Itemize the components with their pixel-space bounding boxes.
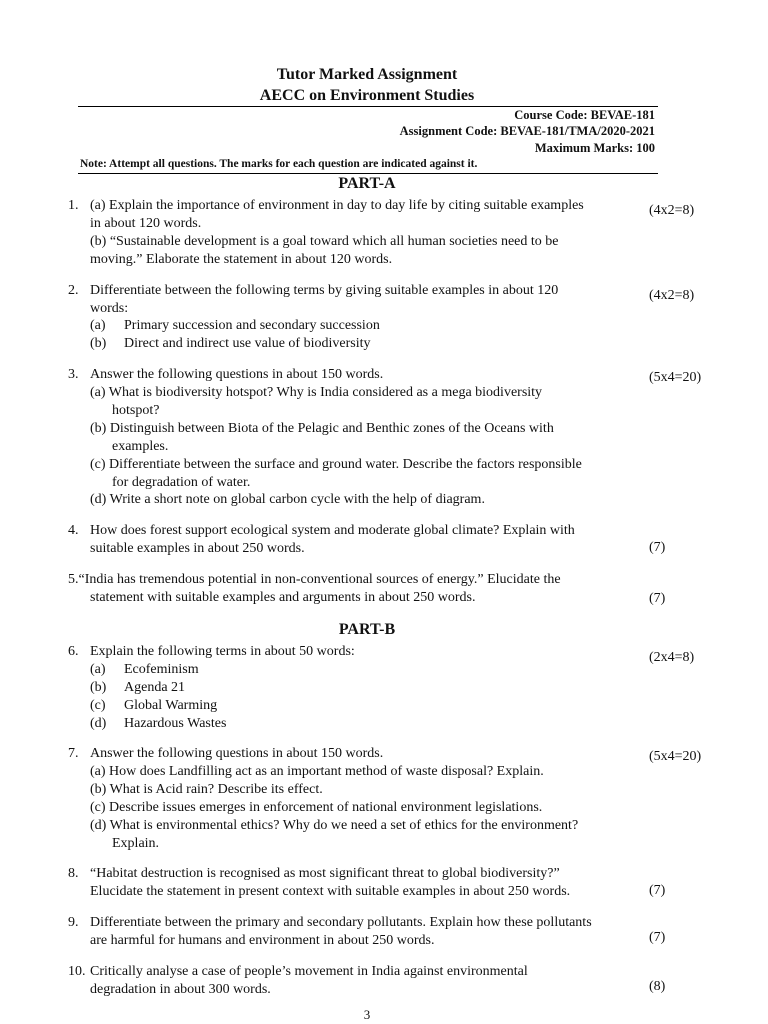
question-number: 1. — [68, 198, 79, 213]
question-line: (a) What is biodiversity hotspot? Why is India considered as a mega biodiversity — [90, 385, 543, 400]
course-code: Course Code: BEVAE-181 — [514, 108, 655, 122]
question-number: 10. — [68, 964, 86, 979]
question-marks: (7) — [649, 540, 666, 555]
sub-item-text: Primary succession and secondary succession — [124, 318, 380, 333]
question-line: (b) Distinguish between Biota of the Pelagic and Benthic zones of the Oceans with — [90, 421, 554, 436]
sub-item-text: Hazardous Wastes — [124, 716, 227, 731]
question-line: (c) Differentiate between the surface and ground water. Describe the factors responsible — [90, 457, 582, 472]
question-line: Differentiate between the following terms by giving suitable examples in about 120 — [90, 283, 559, 298]
question-line: Explain. — [112, 836, 160, 851]
sub-item-label: (c) — [90, 698, 106, 713]
question-line: Answer the following questions in about 150 words. — [90, 746, 384, 761]
assignment-code: Assignment Code: BEVAE-181/TMA/2020-2021 — [399, 124, 655, 138]
question-marks: (2x4=8) — [649, 650, 695, 665]
sub-item-text: Global Warming — [124, 698, 218, 713]
question-marks: (5x4=20) — [649, 370, 702, 385]
sub-item-text: Direct and indirect use value of biodiversity — [124, 336, 371, 351]
question-marks: (4x2=8) — [649, 288, 695, 303]
question-line: for degradation of water. — [112, 475, 251, 490]
note-rule — [78, 173, 658, 174]
instructions-note: Note: Attempt all questions. The marks for each question are indicated against it. — [80, 158, 478, 170]
question-number: 7. — [68, 746, 79, 761]
question-marks: (7) — [649, 930, 666, 945]
document-subtitle: AECC on Environment Studies — [259, 87, 475, 104]
question-number: 9. — [68, 915, 79, 930]
question-line: in about 120 words. — [90, 216, 202, 231]
sub-item-text: Agenda 21 — [124, 680, 186, 695]
question-number: 3. — [68, 367, 79, 382]
question-line: are harmful for humans and environment in about 250 words. — [90, 933, 435, 948]
question-line: (a) How does Landfilling act as an important method of waste disposal? Explain. — [90, 764, 544, 779]
question-marks: (8) — [649, 979, 666, 994]
question-line: How does forest support ecological system and moderate global climate? Explain with — [90, 523, 575, 538]
question-line: (d) What is environmental ethics? Why do we need a set of ethics for the environment? — [90, 818, 579, 833]
question-number: 8. — [68, 866, 79, 881]
question-number: 2. — [68, 283, 79, 298]
question-line: statement with suitable examples and arguments in about 250 words. — [90, 590, 476, 605]
sub-item-label: (d) — [90, 716, 107, 731]
question-line: examples. — [112, 439, 169, 454]
question-line: (d) Write a short note on global carbon cycle with the help of diagram. — [90, 492, 485, 507]
question-line: (b) What is Acid rain? Describe its effect. — [90, 782, 323, 797]
sub-item-label: (b) — [90, 336, 107, 351]
header-rule — [78, 106, 658, 107]
question-line: degradation in about 300 words. — [90, 982, 271, 997]
sub-item-label: (a) — [90, 662, 106, 677]
question-line: Elucidate the statement in present context with suitable examples in about 250 words. — [90, 884, 571, 899]
question-marks: (7) — [649, 883, 666, 898]
question-marks: (4x2=8) — [649, 203, 695, 218]
question-number: 4. — [68, 523, 79, 538]
sub-item-text: Ecofeminism — [124, 662, 199, 677]
question-line: moving.” Elaborate the statement in about 120 words. — [90, 252, 393, 267]
question-line: (c) Describe issues emerges in enforcement of national environment legislations. — [90, 800, 543, 815]
question-line: (b) “Sustainable development is a goal toward which all human societies need to be — [90, 234, 559, 249]
question-marks: (5x4=20) — [649, 749, 702, 764]
question-line: Answer the following questions in about 150 words. — [90, 367, 384, 382]
question-line: Differentiate between the primary and secondary pollutants. Explain how these pollutants — [90, 915, 592, 930]
question-line: (a) Explain the importance of environment in day to day life by citing suitable examples — [90, 198, 584, 213]
page-number: 3 — [363, 1007, 371, 1022]
question-number: 6. — [68, 644, 79, 659]
question-line: suitable examples in about 250 words. — [90, 541, 305, 556]
question-line: hotspot? — [112, 403, 160, 418]
part-b-heading: PART-B — [338, 621, 396, 638]
sub-item-label: (a) — [90, 318, 106, 333]
question-line: words: — [90, 301, 129, 316]
question-line: 5.“India has tremendous potential in non-conventional sources of energy.” Elucidate the — [68, 572, 561, 587]
question-line: Explain the following terms in about 50 words: — [90, 644, 355, 659]
question-line: “Habitat destruction is recognised as most significant threat to global biodiversity?” — [90, 866, 560, 881]
document-title: Tutor Marked Assignment — [276, 66, 458, 83]
question-marks: (7) — [649, 591, 666, 606]
maximum-marks: Maximum Marks: 100 — [534, 141, 655, 155]
part-a-heading: PART-A — [338, 175, 396, 192]
sub-item-label: (b) — [90, 680, 107, 695]
question-line: Critically analyse a case of people’s movement in India against environmental — [90, 964, 528, 979]
